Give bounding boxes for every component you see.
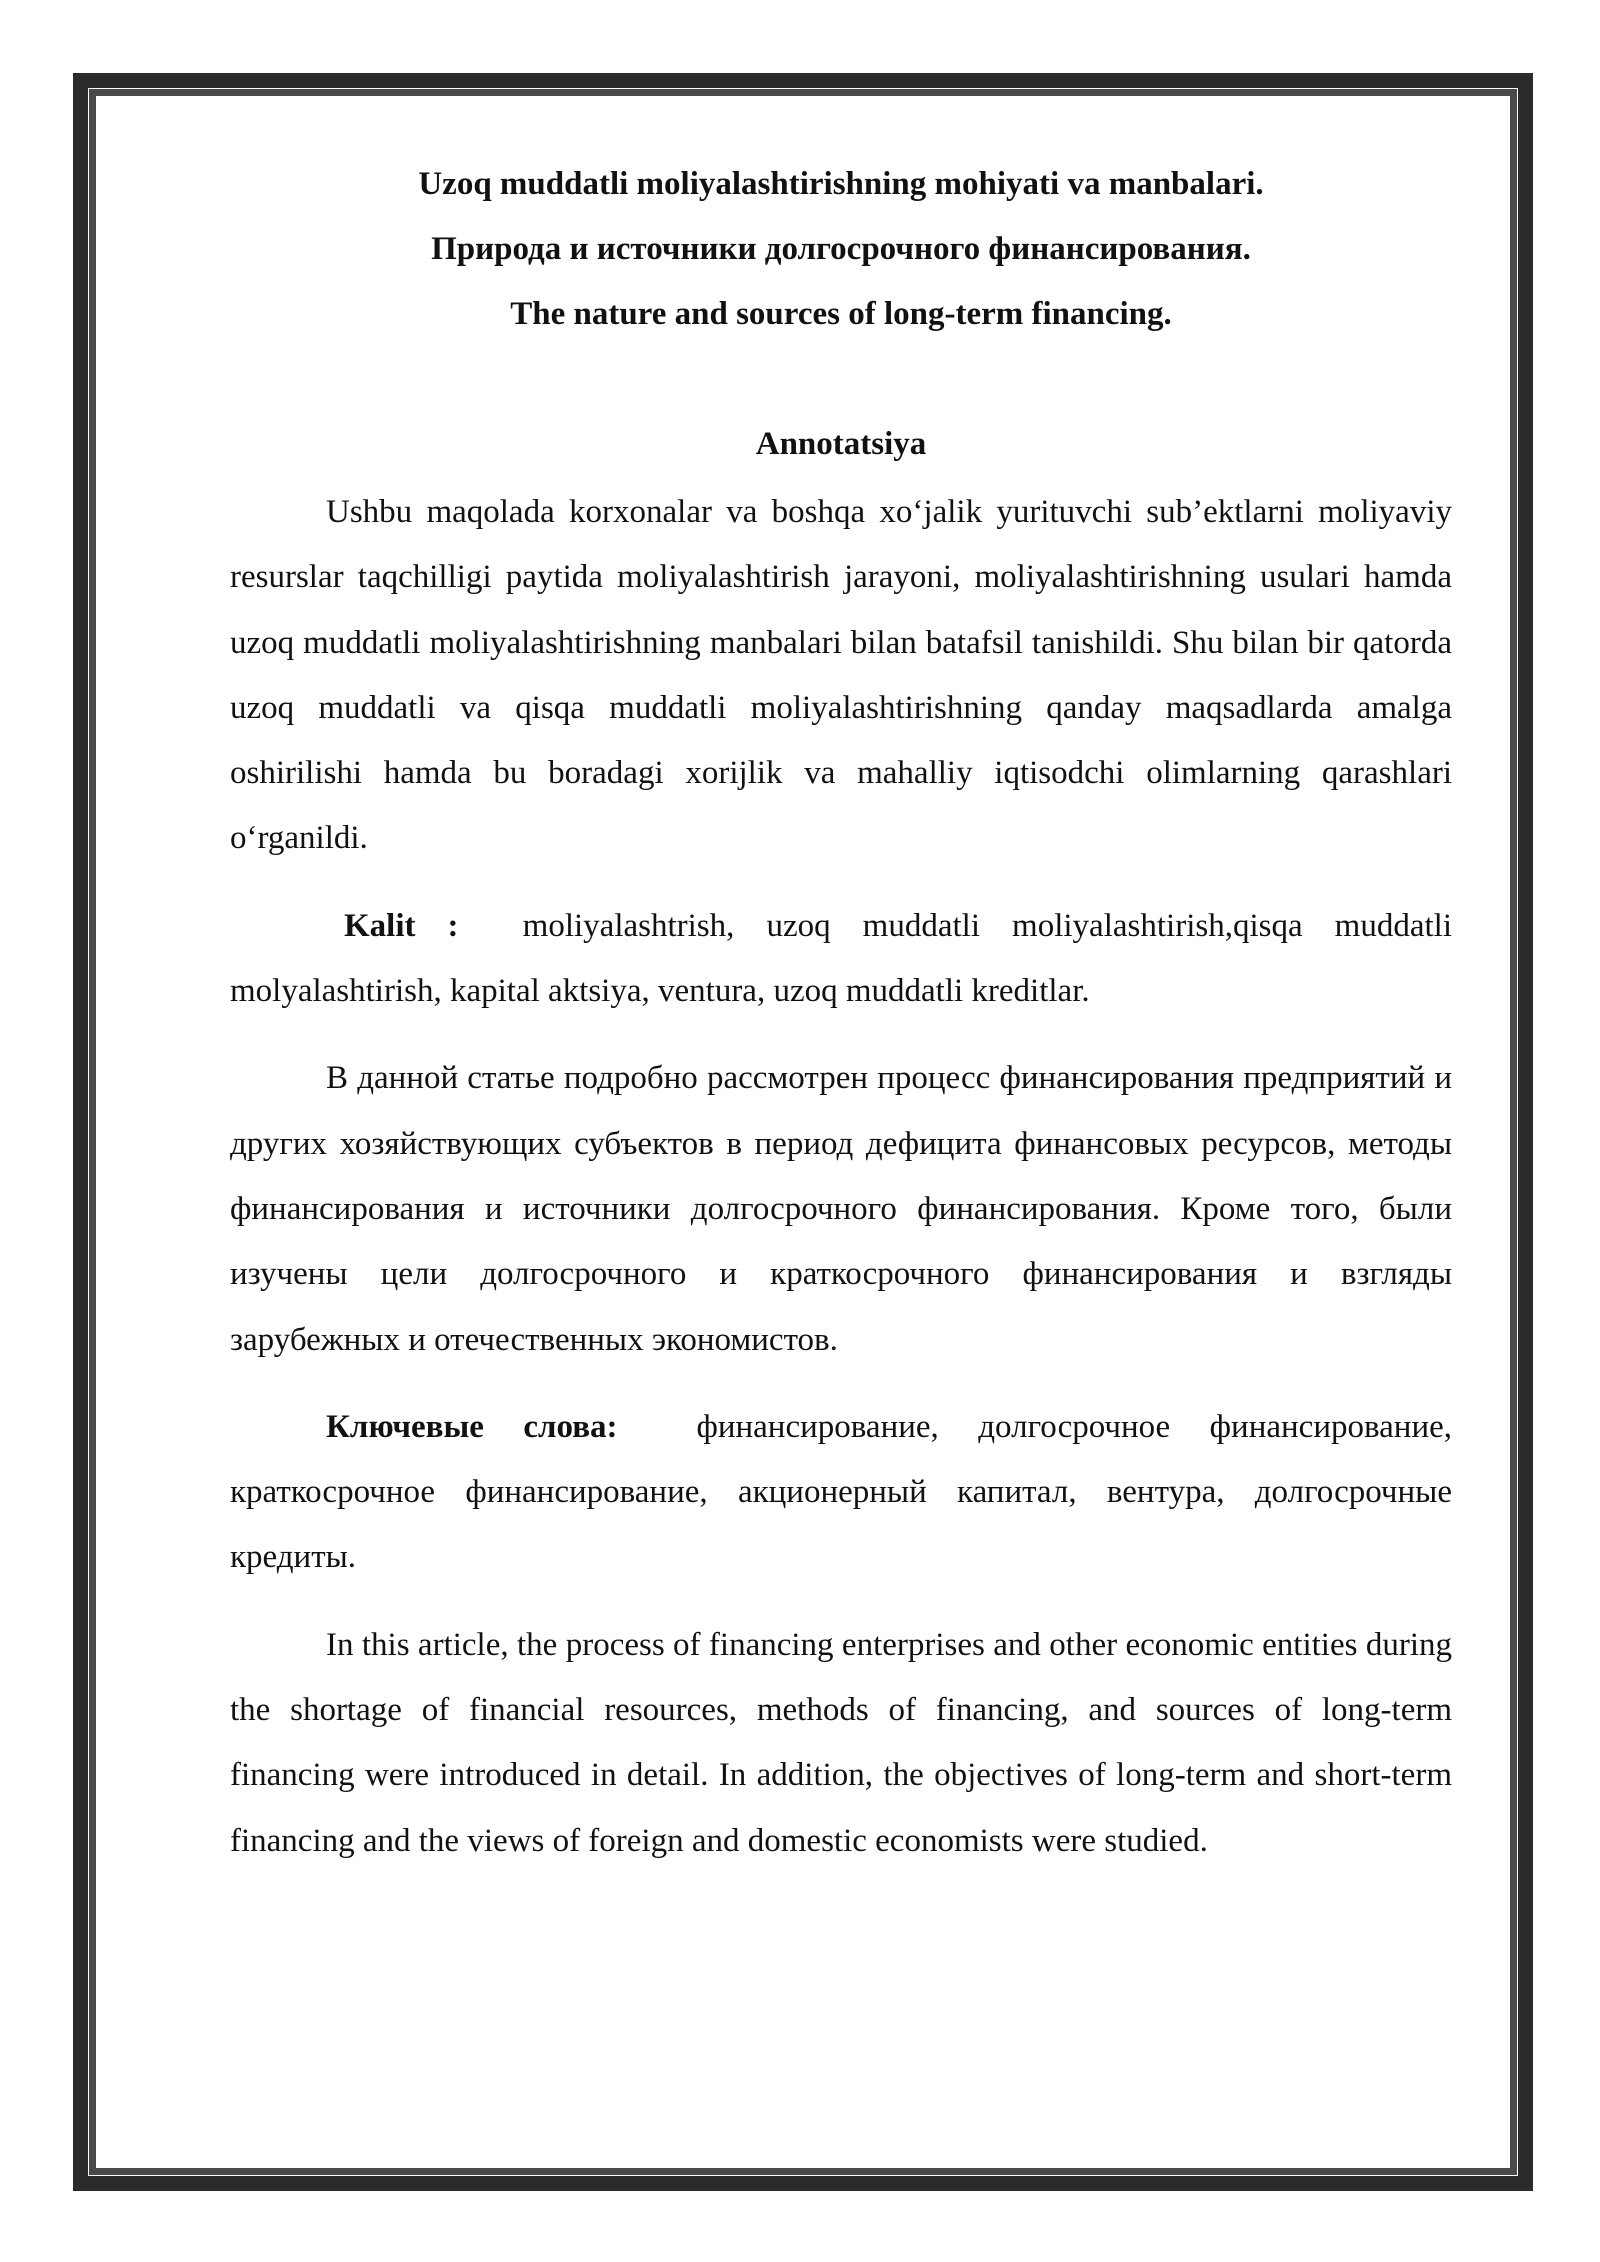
keywords-uzbek-label: Kalit : bbox=[344, 907, 459, 944]
keywords-uzbek bbox=[230, 894, 1452, 1025]
annotation-heading: Annotatsiya bbox=[755, 426, 927, 462]
document-body bbox=[230, 152, 1452, 1874]
keywords-russian-text: финансирование, долгосрочное финансирование, краткосрочное финансирование, акционерный капитал, вентура, долгосрочные кредиты. bbox=[230, 1408, 1452, 1576]
keywords-uzbek-text: moliyalashtrish, uzoq muddatli moliyalashtirish,qisqa muddatli molyalashtirish, kapital aktsiya, ventura, uzoq muddatli kreditlar. bbox=[230, 907, 1452, 1010]
title-uzbek: Uzoq muddatli moliyalashtirishning mohiyati va manbalari. bbox=[418, 166, 1264, 202]
abstract-uzbek: Ushbu maqolada korxonalar va boshqa xo‘jalik yurituvchi sub’ektlarni moliyaviy resurslar taqchilligi paytida moliyalashtirish jarayoni, moliyalashtirishning usulari hamda uzoq muddatli moliyalashtirishning manbalari bilan batafsil tanishildi. Shu bilan bir qatorda uzoq muddatli va qisqa muddatli moliyalashtirishning qanday maqsadlarda amalga oshirilishi hamda bu boradagi xorijlik va mahalliy iqtisodchi olimlarning qarashlari o‘rganildi. bbox=[230, 494, 1452, 857]
keywords-russian-label: Ключевые слова: bbox=[326, 1408, 618, 1445]
keywords-russian bbox=[230, 1395, 1452, 1591]
abstract-english: In this article, the process of financing enterprises and other economic entities during the shortage of financial resources, methods of financing, and sources of long-term financing were introduced in detail. In addition, the objectives of long-term and short-term financing and the views of foreign and domestic economists were studied. bbox=[230, 1626, 1452, 1859]
title-russian: Природа и источники долгосрочного финансирования. bbox=[431, 231, 1251, 267]
abstract-russian: В данной статье подробно рассмотрен процесс финансирования предприятий и других хозяйствующих субъектов в период дефицита финансовых ресурсов, методы финансирования и источники долгосрочного финансирования. Кроме того, были изучены цели долгосрочного и краткосрочного финансирования и взгляды зарубежных и отечественных экономистов. bbox=[230, 1060, 1452, 1358]
title-english: The nature and sources of long-term financing. bbox=[510, 296, 1172, 332]
